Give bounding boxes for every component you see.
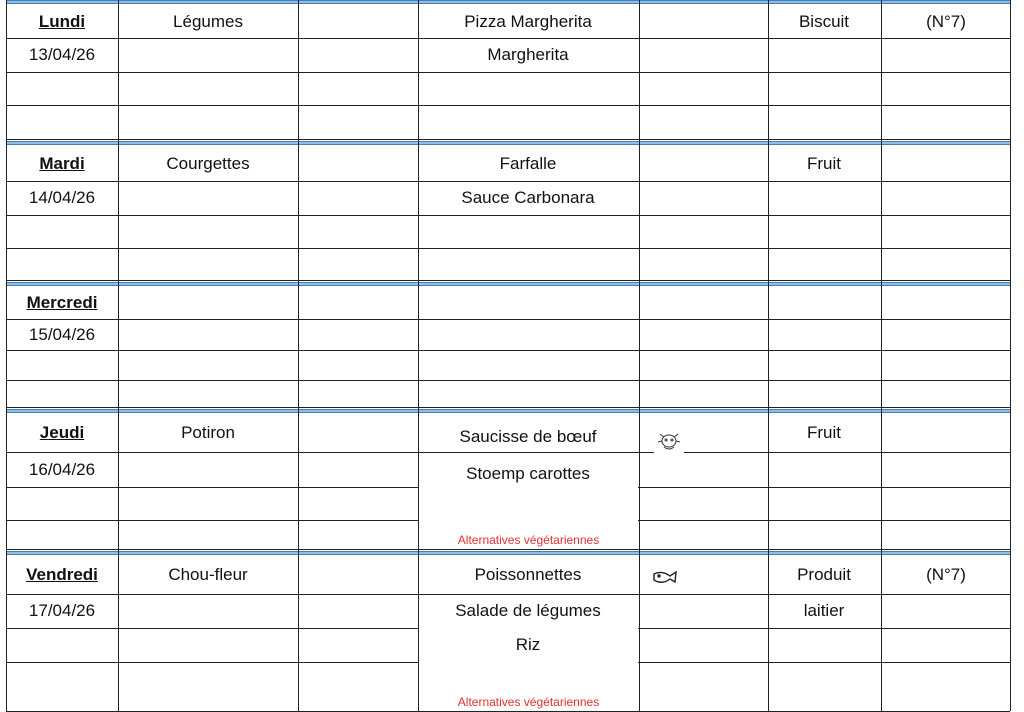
- row-rule: [6, 319, 1010, 320]
- dessert-cell: Fruit: [807, 153, 841, 173]
- dessert-cell: Biscuit: [798, 11, 850, 31]
- column-rule: [298, 0, 299, 711]
- vegetarian-alternative-note: Alternatives végétariennes: [457, 533, 600, 547]
- main-dish-cell: Stoemp carottes: [466, 463, 590, 483]
- day-date: 17/04/26: [28, 601, 96, 620]
- row-rule: [6, 105, 1010, 106]
- vegetable-cell: Courgettes: [166, 153, 250, 173]
- row-rule: [6, 350, 1010, 351]
- row-rule: [6, 549, 1010, 550]
- row-rule: [6, 280, 1010, 281]
- vegetable-cell: Légumes: [173, 11, 243, 31]
- dessert-cell: Produit: [797, 565, 851, 584]
- day-name: Mercredi: [26, 293, 98, 312]
- day-date: 14/04/26: [28, 188, 96, 207]
- day-separator: [6, 551, 1010, 555]
- day-date: 16/04/26: [28, 459, 96, 479]
- day-name: Vendredi: [26, 565, 98, 584]
- dessert-cell: laitier: [803, 601, 845, 620]
- day-separator: [6, 282, 1010, 286]
- dessert-number: (N°7): [926, 11, 966, 31]
- cow-icon: [654, 428, 684, 454]
- main-dish-cell: Farfalle: [499, 153, 557, 173]
- day-date: 13/04/26: [28, 45, 96, 64]
- row-rule: [6, 181, 1010, 182]
- row-rule: [6, 38, 1010, 39]
- column-rule: [1010, 0, 1011, 711]
- vegetable-cell: Potiron: [181, 423, 235, 442]
- day-name: Lundi: [38, 11, 86, 31]
- main-dish-cell: Sauce Carbonara: [461, 188, 595, 207]
- fish-icon: [650, 568, 680, 588]
- main-dish-cell: Salade de légumes: [455, 601, 601, 620]
- day-separator: [6, 141, 1010, 145]
- main-dish-cell: Saucisse de bœuf: [459, 427, 597, 446]
- main-dish-cell: Poissonnettes: [474, 565, 582, 584]
- day-name: Jeudi: [39, 423, 85, 442]
- day-separator: [6, 409, 1010, 413]
- row-rule: [6, 380, 1010, 381]
- row-rule: [6, 72, 1010, 73]
- vegetable-cell: Chou-fleur: [168, 565, 248, 584]
- column-rule: [639, 0, 640, 711]
- row-rule: [6, 248, 1010, 249]
- main-dish-cell: Margherita: [487, 45, 569, 64]
- day-separator: [6, 0, 1010, 4]
- day-date: 15/04/26: [28, 324, 96, 344]
- dessert-cell: Fruit: [807, 423, 841, 442]
- row-rule: [6, 407, 1010, 408]
- vegetarian-alternative-note: Alternatives végétariennes: [457, 695, 600, 709]
- main-dish-cell: Riz: [515, 635, 541, 654]
- row-rule: [6, 215, 1010, 216]
- day-name: Mardi: [39, 153, 85, 173]
- main-dish-cell: Pizza Margherita: [464, 11, 592, 31]
- dessert-number: (N°7): [926, 565, 966, 584]
- row-rule: [6, 139, 1010, 140]
